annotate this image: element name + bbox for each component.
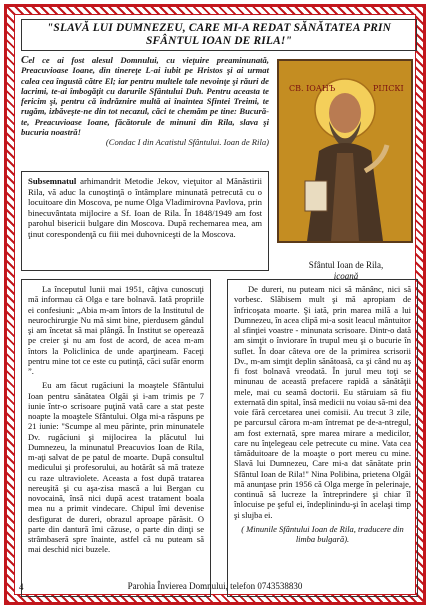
right-source: ( Minunile Sfântului Ioan de Rila, traducere din limba bulgară). [241, 523, 404, 544]
icon-inscription-right: РІЛСКІ [373, 84, 404, 93]
intro-dropcap: C [21, 54, 29, 66]
testimony-lead: Subsemnatul [28, 176, 77, 186]
icon-caption-line1: Sfântul Ioan de Rila, [308, 260, 384, 270]
icon-caption-line2: icoană [333, 271, 359, 281]
page-content [14, 14, 416, 595]
intro-source: (Condac I din Acatistul Sfântului. Ioan de Rila) [105, 137, 269, 148]
testimony-text: arhimandrit Metodie Jekov, vieţuitor al Mănăstirii Rila, vă aduc la cunoştinţă o întâmplare minunată petrecută cu o locuitoare din Moscova, pe nume Olga Vladimirovna Pavlova, prin binecuvântata mijlocire a Sf. Ioan de Rila. În 1848/1949 am fost parohul bisericii bulgare din Moscova. După rechemarea mea, am ţinut corespondenţă cu fiii mei duhovniceşti de la Moscova. [28, 176, 262, 239]
intro-text: el ce ai fost alesul Domnului, cu vieţuire preaminunată, Preacuvioase Ioane, din tinereţe L-ai iubit pe Hristos şi ai urmat calea cea îngustă către El; iar pentru multele tale nevoinţe şi răuri de lacrimi, te-ai îmbogăţit cu darurile Sfântului Duh. Pentru aceasta te fericim şi, pentru că îndrăznire multă ai înaintea Sfintei Treimi, te rugăm, izbăveşte-ne din tot necazul, căci te chemăm pe tine: Bucură-te, Preacuvioase Ioane, făcătorule de minuni din Rila, slava şi bucuria noastră! [21, 55, 269, 138]
left-paragraph-2: Eu am făcut rugăciuni la moaştele Sfântului Ioan pentru sănătatea Olgăi şi i-am trimis pe 7 iunie într-o scrisoare puţină vată care a stat peste noapte la moaştele Sfântului. Olga mi-a răspuns pe 21 iunie: "Scumpe al meu părinte, prin minunatele Dv. rugăciuni şi mijlocirea la plăcutul lui Dumnezeu, la minunatul Preacuvios Ioan de Rila, m-aţi salvat de pe patul de moarte. După consultul medicului şi profesorului, au hotărât să mă trateze cu raze ultraviolete. Aceasta a fost după tratarea nereuşită şi cu aşa-zisa mască a lui Bergan cu novocaină, însă nici după acest tratament boala mea nu a primit vindecare. Chipul îmi devenise desfigurat de dureri, obrazul aproape părăsit. O parte din dantură îmi căzuse, o parte din dinţi se strâmbaseră spre înainte, astfel că nu puteam să mai deschid nici buzele. [28, 380, 204, 555]
testimony-intro-box [21, 171, 269, 271]
saint-icon-image [277, 59, 413, 243]
left-paragraph-1: La începutul lunii mai 1951, câţiva cunoscuţi mă informau că Olga e tare bolnavă. Iată propriile ei confesiuni: „Abia m-am întors de la Institutul de neurochirurgie Nu mă simt bine, pierdusem gândul şi am încetat să mai plângă. În Institut se operează pe creier şi nu am fost de acord, de acea m-am întors la Policlinica de unde aparţineam. Faceţi pentru mine tot ce este cu putinţă, căci sufăr enorm ”. [28, 284, 204, 376]
right-column [227, 279, 418, 597]
page-frame [4, 4, 426, 605]
left-column [21, 279, 211, 597]
page-number: 4 [19, 582, 24, 592]
right-paragraph-1: De dureri, nu puteam nici să mănânc, nici să vorbesc. Slăbisem mult şi mă apropiam de înfricoşata moarte. Şi iată, prin marea milă a lui Dumnezeu, în acea clipă mi-a sosit leacul mântuitor al sfinţiei voastre - minunata scrisoare. Dintr-o dată am simţit o înviorare în trupul meu şi o bucurie în suflet. În doar câteva ore de la primirea scrisorii Dv., m-am simţit deplin sănătoasă, ca şi când nu aş fi fost bolnavă vreodată. În jurul meu toţi se minunau de această prefacere rapidă a sănătăţii mele, mai cu seamă doctorii. Eu stăruiam să fiu externată din spital, însă medicii nu voiau să-mi dea voie fără cercetarea unei comisii. Au trecut 3 zile, pe parcursul cărora m-am întremat pe de-a-ntregul, am fost externată, spre marea mirare a medicilor, care nu înţelegeau cele petrecute cu mine. Vata cea tămăduitoare de la moaşte o port mereu cu mine. Slavă lui Dumnezeu, Care mi-a dat sănătate prin Sfântul Ioan de Rila!" Nina Polibina, prietena Olgăi mă anunţase prin 1956 că Olga merge în pelerinaje, continuă să lucreze la întreprindere şi chiar îl înlocuise pe şeful ei, îndeplinindu-şi în acelaşi timp şi slujba ei. [234, 284, 411, 520]
page-footer: Parohia Învierea Domnului, telefon 0743538830 [127, 581, 303, 591]
saint-icon-illustration [279, 61, 411, 241]
intro-quote [21, 55, 269, 148]
article-headline: "SLAVĂ LUI DUMNEZEU, CARE MI-A REDAT SĂNĂTATEA PRIN SFÂNTUL IOAN DE RILA!" [21, 19, 417, 51]
icon-inscription-left: СВ. ІОАНЪ [289, 84, 336, 93]
